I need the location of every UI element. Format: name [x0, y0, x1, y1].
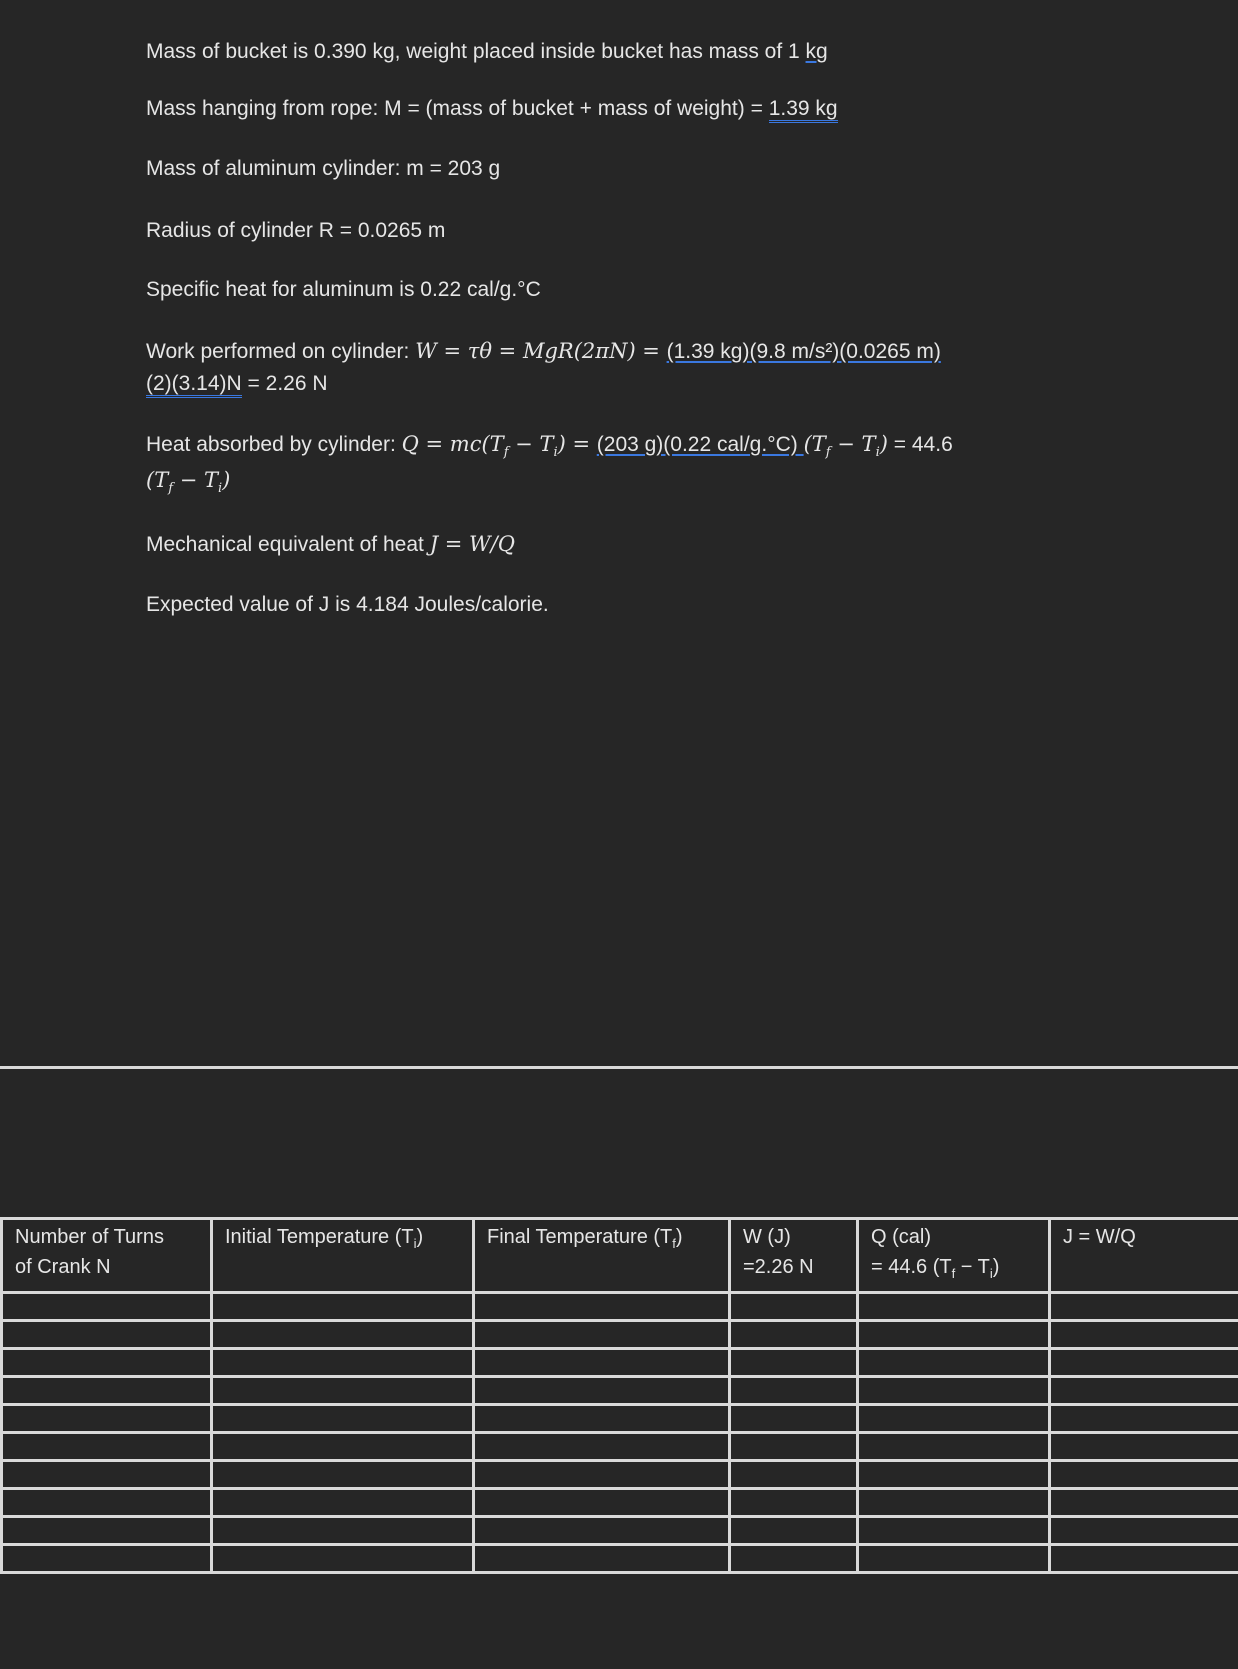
- table-cell[interactable]: [1050, 1377, 1238, 1405]
- table-cell[interactable]: [212, 1349, 474, 1377]
- table-cell[interactable]: [730, 1377, 858, 1405]
- table-row: [2, 1293, 1238, 1321]
- table-cell[interactable]: [1050, 1321, 1238, 1349]
- section-divider: [0, 1066, 1238, 1069]
- mech-equiv-line: [146, 528, 515, 561]
- table-cell[interactable]: [212, 1545, 474, 1573]
- table-cell[interactable]: [858, 1405, 1050, 1433]
- table-cell[interactable]: [212, 1489, 474, 1517]
- table-cell[interactable]: [858, 1461, 1050, 1489]
- table-cell[interactable]: [858, 1433, 1050, 1461]
- header-initial-temp: Initial Temperature $(T_i)$: [212, 1219, 474, 1293]
- table-cell[interactable]: [1050, 1349, 1238, 1377]
- heat-formula: $Q = mc(T_f - T_i)$ =: [401, 432, 597, 461]
- mech-equiv-prefix: Mechanical equivalent of heat: [146, 533, 430, 556]
- bucket-mass-text: Mass of bucket is 0.390 kg, weight placed inside bucket has mass of 1: [146, 40, 806, 63]
- table-cell[interactable]: [1050, 1489, 1238, 1517]
- table-cell[interactable]: [212, 1293, 474, 1321]
- cylinder-mass-line: Mass of aluminum cylinder: m = 203 g: [146, 157, 501, 180]
- table-row: [2, 1545, 1238, 1573]
- work-result: = 2.26 N: [241, 372, 328, 395]
- work-values-2: (2)(3.14)N: [146, 372, 242, 398]
- table-cell[interactable]: [858, 1489, 1050, 1517]
- table-cell[interactable]: [2, 1349, 212, 1377]
- table-cell[interactable]: [1050, 1461, 1238, 1489]
- table-cell[interactable]: [730, 1433, 858, 1461]
- table-cell[interactable]: [2, 1321, 212, 1349]
- header-work: W (J) =2.26 N: [730, 1219, 858, 1293]
- work-formula: W = τθ = MgR(2πN) =: [415, 339, 667, 363]
- table-cell[interactable]: [474, 1461, 730, 1489]
- table-cell[interactable]: [2, 1545, 212, 1573]
- heat-result: = 44.6: [887, 433, 953, 456]
- table-row: [2, 1517, 1238, 1545]
- table-cell[interactable]: [1050, 1405, 1238, 1433]
- table-cell[interactable]: [730, 1293, 858, 1321]
- header-j: J = W/Q: [1050, 1219, 1238, 1293]
- header-turns: Number of Turns of Crank N: [2, 1219, 212, 1293]
- specific-heat-line: Specific heat for aluminum is 0.22 cal/g.°C: [146, 278, 541, 301]
- table-cell[interactable]: [858, 1349, 1050, 1377]
- table-cell[interactable]: [858, 1293, 1050, 1321]
- table-cell[interactable]: [474, 1405, 730, 1433]
- heat-line: [146, 428, 953, 469]
- table-row: [2, 1321, 1238, 1349]
- table-cell[interactable]: [730, 1349, 858, 1377]
- table-cell[interactable]: [474, 1545, 730, 1573]
- table-cell[interactable]: [858, 1321, 1050, 1349]
- work-values: (1.39 kg)(9.8 m/s²)(0.0265 m): [666, 340, 941, 363]
- table-row: [2, 1489, 1238, 1517]
- heat-prefix: Heat absorbed by cylinder:: [146, 433, 402, 456]
- table-cell[interactable]: [212, 1433, 474, 1461]
- table-cell[interactable]: [730, 1545, 858, 1573]
- heat-delta-t: $(T_f - T_i)$: [803, 432, 888, 461]
- table-cell[interactable]: [730, 1517, 858, 1545]
- header-final-temp: Final Temperature $(T_f)$: [474, 1219, 730, 1293]
- heat-line-2: [146, 464, 230, 505]
- table-row: [2, 1405, 1238, 1433]
- table-cell[interactable]: [2, 1377, 212, 1405]
- table-cell[interactable]: [1050, 1293, 1238, 1321]
- table-cell[interactable]: [2, 1517, 212, 1545]
- table-cell[interactable]: [730, 1321, 858, 1349]
- table-cell[interactable]: [730, 1489, 858, 1517]
- table-row: [2, 1461, 1238, 1489]
- mech-equiv-formula: J = W/Q: [429, 532, 515, 556]
- table-cell[interactable]: [2, 1489, 212, 1517]
- work-prefix: Work performed on cylinder:: [146, 340, 416, 363]
- table-cell[interactable]: [858, 1545, 1050, 1573]
- hanging-mass-value: 1.39 kg: [769, 97, 838, 123]
- table-cell[interactable]: [474, 1517, 730, 1545]
- expected-j-line: Expected value of J is 4.184 Joules/calorie.: [146, 593, 549, 616]
- bucket-mass-line: [146, 36, 828, 68]
- table-cell[interactable]: [2, 1433, 212, 1461]
- heat-values: (203 g)(0.22 cal/g.°C): [596, 433, 804, 456]
- table-cell[interactable]: [858, 1517, 1050, 1545]
- table-cell[interactable]: [1050, 1433, 1238, 1461]
- work-line: [146, 335, 941, 368]
- hanging-mass-text: Mass hanging from rope: M = (mass of bucket + mass of weight) =: [146, 97, 769, 120]
- table-cell[interactable]: [212, 1377, 474, 1405]
- table-cell[interactable]: [474, 1433, 730, 1461]
- table-cell[interactable]: [1050, 1517, 1238, 1545]
- bucket-mass-unit: kg: [805, 40, 828, 63]
- table-cell[interactable]: [2, 1405, 212, 1433]
- table-row: [2, 1349, 1238, 1377]
- table-cell[interactable]: [474, 1489, 730, 1517]
- hanging-mass-line: [146, 93, 838, 125]
- table-cell[interactable]: [212, 1461, 474, 1489]
- table-header-row: [2, 1219, 1238, 1293]
- table-cell[interactable]: [212, 1405, 474, 1433]
- table-cell[interactable]: [212, 1321, 474, 1349]
- table-cell[interactable]: [1050, 1545, 1238, 1573]
- table-cell[interactable]: [474, 1349, 730, 1377]
- heat-delta-t-2: $(T_f - T_i)$: [146, 468, 231, 497]
- table-cell[interactable]: [474, 1293, 730, 1321]
- table-cell[interactable]: [858, 1377, 1050, 1405]
- table-row: [2, 1433, 1238, 1461]
- table-row: [2, 1377, 1238, 1405]
- table-cell[interactable]: [474, 1377, 730, 1405]
- table-cell[interactable]: [730, 1405, 858, 1433]
- table-cell[interactable]: [2, 1461, 212, 1489]
- table-body: [2, 1293, 1238, 1573]
- table-cell[interactable]: [2, 1293, 212, 1321]
- data-table: [0, 1217, 1238, 1574]
- table-cell[interactable]: [212, 1517, 474, 1545]
- header-heat: Q (cal) = 44.6 $(T_f - T_i)$: [858, 1219, 1050, 1293]
- work-line-2: [146, 368, 328, 400]
- table-cell[interactable]: [730, 1461, 858, 1489]
- table-cell[interactable]: [474, 1321, 730, 1349]
- cylinder-radius-line: Radius of cylinder R = 0.0265 m: [146, 219, 446, 242]
